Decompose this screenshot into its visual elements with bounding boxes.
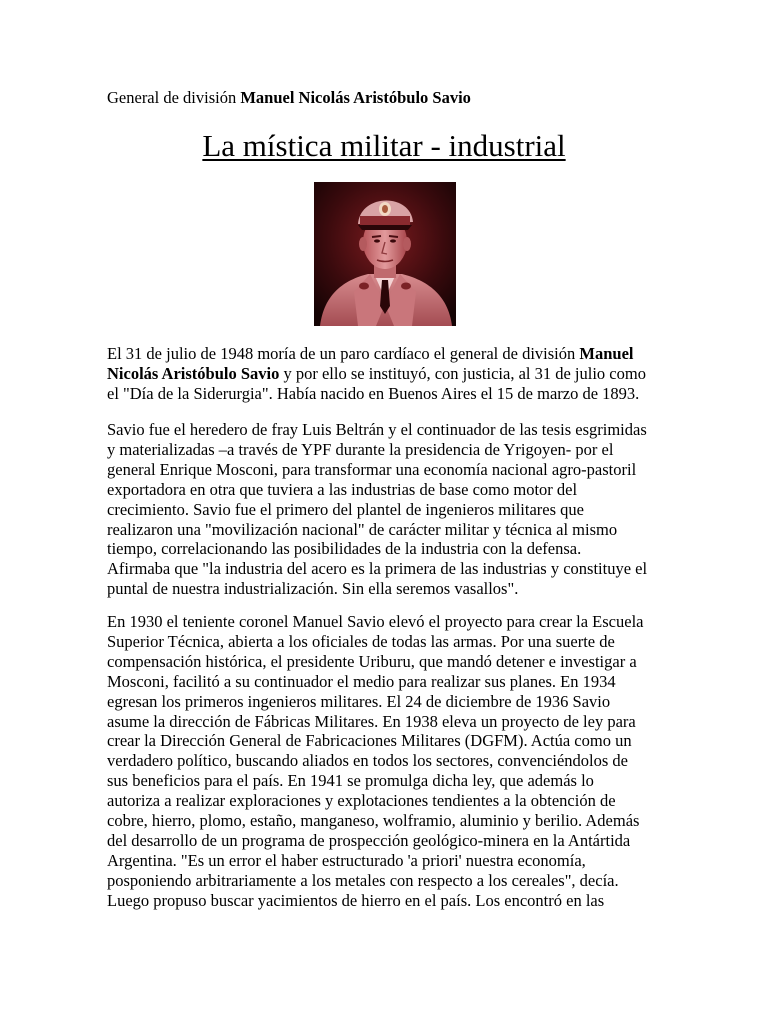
- text-line: [107, 652, 667, 672]
- text-line: [107, 771, 667, 791]
- text-line: [107, 364, 667, 384]
- text-run: asume la dirección de Fábricas Militares. En 1938 eleva un proyecto de ley para: [107, 711, 636, 731]
- header-name: Manuel Nicolás Aristóbulo Savio: [240, 88, 471, 107]
- text-run: egresan los primeros ingenieros militares. El 24 de diciembre de 1936 Savio: [107, 691, 611, 711]
- text-line: [107, 520, 667, 540]
- text-line: [107, 344, 667, 364]
- text-line: [107, 420, 667, 440]
- text-run: realizaron una "movilización nacional" de carácter militar y técnica al mismo: [107, 519, 618, 539]
- text-run: Superior Técnica, abierta a los oficiales de todas las armas. Por una suerte de: [107, 631, 615, 651]
- text-run: En 1930 el teniente coronel Manuel Savio elevó el proyecto para crear la Escuela: [107, 612, 644, 631]
- text-line: [107, 831, 667, 851]
- bold-text: Nicolás Aristóbulo Savio: [107, 363, 280, 383]
- text-line: [107, 579, 667, 599]
- text-line: [107, 871, 667, 891]
- text-run: crecimiento. Savio fue el primero del plantel de ingenieros militares que: [107, 499, 584, 519]
- text-line: [107, 811, 667, 831]
- text-run: general Enrique Mosconi, para transformar una economía nacional agro-pastoril: [107, 459, 637, 479]
- text-run: Luego propuso buscar yacimientos de hierro en el país. Los encontró en las: [107, 890, 605, 910]
- text-run: del desarrollo de un programa de prospección geológico-minera en la Antártida: [107, 830, 631, 850]
- text-run: Savio fue el heredero de fray Luis Beltrán y el continuador de las tesis esgrimidas: [107, 420, 647, 439]
- text-run: crear la Dirección General de Fabricaciones Militares (DGFM). Actúa como un: [107, 731, 632, 751]
- text-run: cobre, hierro, plomo, estaño, manganeso, wolframio, aluminio y berilio. Además: [107, 811, 640, 831]
- text-run: el "Día de la Siderurgia". Había nacido en Buenos Aires el 15 de marzo de 1893.: [107, 383, 640, 403]
- paragraph-1: [107, 344, 667, 404]
- text-run: puntal de nuestra industrialización. Sin ella seremos vasallos".: [107, 579, 519, 599]
- text-line: [107, 891, 667, 911]
- text-line: [107, 692, 667, 712]
- bold-text: Manuel: [579, 344, 634, 363]
- text-run: Afirmaba que "la industria del acero es la primera de las industrias y constituye el: [107, 559, 648, 579]
- header-prefix: General de división: [107, 88, 241, 107]
- text-line: [107, 500, 667, 520]
- text-run: sus beneficios para el país. En 1941 se promulga dicha ley, que además lo: [107, 771, 594, 791]
- text-line: [107, 384, 667, 404]
- document-header: [107, 88, 471, 108]
- text-line: [107, 632, 667, 652]
- text-line: [107, 460, 667, 480]
- document-title: La mística militar - industrial: [202, 128, 566, 163]
- text-run: autoriza a realizar exploraciones y explotaciones tendientes a la obtención de: [107, 791, 616, 811]
- text-run: El 31 de julio de 1948 moría de un paro cardíaco el general de división: [107, 344, 580, 363]
- text-line: [107, 791, 667, 811]
- text-run: verdadero político, buscando aliados en todos los sectores, convenciéndolos de: [107, 751, 628, 771]
- military-officer-portrait: [314, 182, 456, 326]
- text-line: [107, 612, 667, 632]
- paragraph-3: [107, 612, 667, 911]
- text-line: [107, 480, 667, 500]
- text-line: [107, 672, 667, 692]
- paragraph-2: [107, 420, 667, 599]
- text-run: compensación histórica, el presidente Uriburu, que mandó detener e investigar a: [107, 651, 637, 671]
- text-run: y materializadas –a través de YPF durante la presidencia de Yrigoyen- por el: [107, 439, 614, 459]
- text-run: Mosconi, facilitó a su continuador el medio para realizar sus planes. En 1934: [107, 671, 616, 691]
- text-run: exportadora en otra que tuviera a las industrias de base como motor del: [107, 479, 578, 499]
- text-line: [107, 440, 667, 460]
- text-run: tiempo, correlacionando las posibilidades de la industria con la defensa.: [107, 539, 582, 559]
- text-line: [107, 539, 667, 559]
- text-line: [107, 712, 667, 732]
- text-line: [107, 731, 667, 751]
- text-run: y por ello se instituyó, con justicia, al 31 de julio como: [279, 363, 646, 383]
- text-line: [107, 851, 667, 871]
- text-run: posponiendo arbitrariamente a los metales con respecto a los cereales", decía.: [107, 870, 619, 890]
- text-run: Argentina. "Es un error el haber estructurado 'a priori' nuestra economía,: [107, 850, 586, 870]
- text-line: [107, 751, 667, 771]
- text-line: [107, 559, 667, 579]
